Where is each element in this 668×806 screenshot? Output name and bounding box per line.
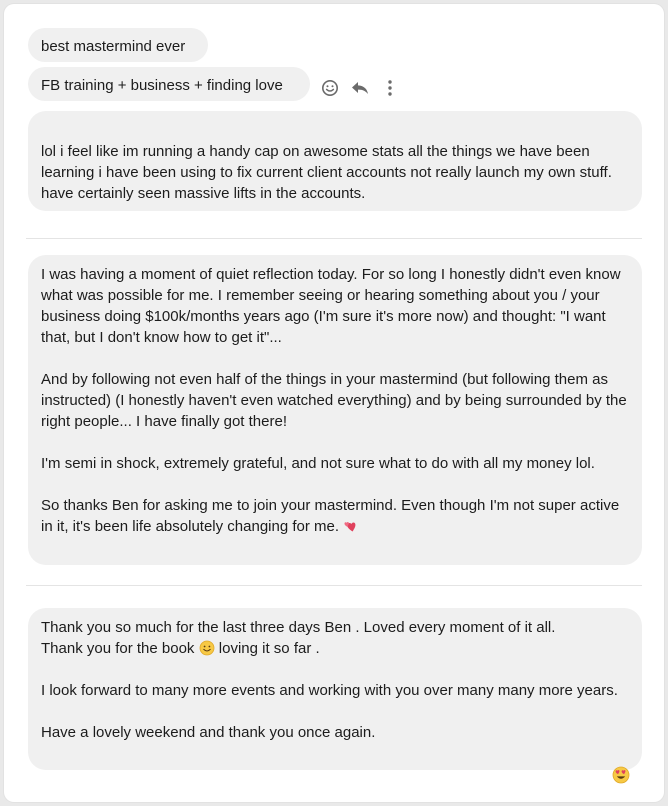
message-paragraph bbox=[41, 638, 629, 659]
divider bbox=[26, 238, 642, 239]
reply-arrow-icon[interactable] bbox=[350, 78, 370, 98]
message-text: loving it so far . bbox=[218, 640, 320, 657]
message-bubble[interactable] bbox=[28, 111, 642, 211]
smiley-icon[interactable] bbox=[320, 78, 340, 98]
message-text: FB training + business + finding love bbox=[41, 77, 283, 94]
message-text: So thanks Ben for asking me to join your mastermind. Even though I'm not super active in it, it's been life absolutely changing for me. bbox=[41, 497, 620, 535]
conversation-card bbox=[4, 4, 664, 802]
message-bubble[interactable] bbox=[28, 28, 208, 62]
message-bubble[interactable] bbox=[28, 67, 310, 101]
message-paragraph: And by following not even half of the things in your mastermind (but following them as instructed) (I honestly haven't even watched everything) and by being surrounded by the right people... I have finally got there! bbox=[41, 371, 627, 430]
message-paragraph: Have a lovely weekend and thank you once again. bbox=[41, 724, 376, 741]
message-paragraph: I was having a moment of quiet reflection today. For so long I honestly didn't even know what was possible for me. I remember seeing or hearing something about you / your business doing $100k/months years ago (I'm sure it's more now) and thought: "I want that, but I don't know how to get it"... bbox=[41, 266, 621, 346]
message-paragraph: I look forward to many more events and working with you over many many more years. bbox=[41, 682, 618, 699]
message-actions bbox=[320, 74, 400, 102]
more-vertical-icon[interactable] bbox=[380, 78, 400, 98]
smiling-face-emoji bbox=[199, 640, 215, 656]
message-paragraph: I'm semi in shock, extremely grateful, and not sure what to do with all my money lol. bbox=[41, 455, 595, 472]
heart-eyes-emoji[interactable] bbox=[612, 766, 630, 784]
message-text: lol i feel like im running a handy cap on awesome stats all the things we have been learning i have been using to fix current client accounts not really launch my own stuff. have certainly seen massive lifts in the accounts. bbox=[41, 143, 612, 202]
message-paragraph bbox=[41, 495, 629, 537]
two-hearts-emoji bbox=[343, 518, 359, 534]
message-text: Thank you for the book bbox=[41, 640, 195, 657]
message-bubble[interactable] bbox=[28, 608, 642, 770]
message-paragraph: Thank you so much for the last three days Ben . Loved every moment of it all. bbox=[41, 619, 556, 636]
divider bbox=[26, 585, 642, 586]
message-text: best mastermind ever bbox=[41, 38, 186, 55]
message-bubble[interactable] bbox=[28, 255, 642, 565]
